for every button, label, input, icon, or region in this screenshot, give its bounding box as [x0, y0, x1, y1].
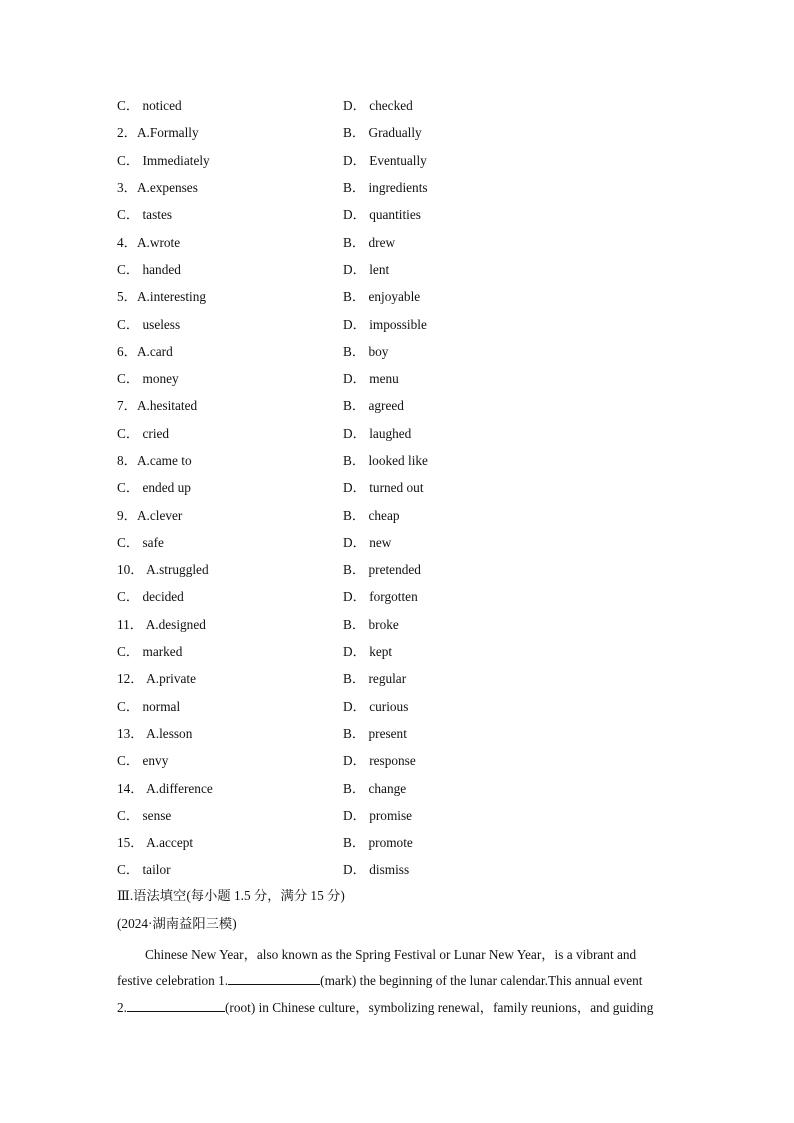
option-right: B． looked like — [343, 453, 428, 468]
option-right: B． enjoyable — [343, 289, 421, 305]
blank-1[interactable] — [228, 970, 320, 985]
passage-line-3 — [117, 995, 677, 1021]
option-row — [117, 801, 677, 828]
section-title: Ⅲ.语法填空(每小题 1.5 分，满分 15 分) — [117, 888, 345, 903]
option-right: D． quantities — [343, 207, 421, 223]
passage-line-3-text — [117, 995, 653, 1021]
option-right: D． promise — [343, 807, 413, 823]
option-left: 7．A.hesitated — [117, 398, 198, 414]
option-left: 6．A.card — [117, 343, 173, 359]
option-row — [117, 255, 677, 282]
option-right: B． ingredients — [343, 180, 428, 196]
option-row — [117, 118, 677, 145]
option-row — [117, 664, 677, 691]
option-right: D． kept — [343, 644, 393, 660]
option-right: B． pretended — [343, 562, 421, 578]
passage-line-3-start: 2. — [117, 999, 127, 1015]
option-right: D． dismiss — [343, 862, 410, 878]
option-left: 8．A.came to — [117, 453, 192, 468]
option-left: 13． A.lesson — [117, 725, 193, 741]
option-right: D． forgotten — [343, 589, 418, 605]
passage-line-2-text — [117, 968, 642, 994]
option-right: B． broke — [343, 616, 399, 632]
option-left: 14． A.difference — [117, 780, 213, 796]
option-left: C． noticed — [117, 98, 182, 114]
option-left: C． handed — [117, 261, 181, 277]
option-row — [117, 146, 677, 173]
option-row — [117, 173, 677, 200]
option-left: C． useless — [117, 316, 181, 332]
option-right: D． Eventually — [343, 152, 427, 168]
option-left: C． Immediately — [117, 152, 210, 168]
option-row — [117, 309, 677, 336]
option-right: B． promote — [343, 835, 413, 851]
option-right: D． lent — [343, 261, 390, 277]
option-left: C． money — [117, 371, 179, 387]
option-left: C． normal — [117, 698, 181, 714]
option-left: C． envy — [117, 753, 169, 769]
option-left: 12． A.private — [117, 671, 197, 687]
option-right: B． regular — [343, 671, 407, 687]
option-row — [117, 364, 677, 391]
option-row — [117, 610, 677, 637]
option-left: 5．A.interesting — [117, 289, 207, 305]
option-right: B． cheap — [343, 507, 400, 523]
option-right: D． turned out — [343, 480, 424, 496]
option-right: B． present — [343, 725, 407, 741]
option-row — [117, 582, 677, 609]
option-left: 11． A.designed — [117, 616, 206, 632]
option-row — [117, 746, 677, 773]
option-left: C． marked — [117, 644, 183, 660]
option-right: D． impossible — [343, 316, 427, 332]
option-right: B． Gradually — [343, 125, 422, 141]
option-row — [117, 528, 677, 555]
option-left: C． safe — [117, 534, 164, 550]
option-left: C． tastes — [117, 207, 173, 223]
option-row — [117, 719, 677, 746]
option-left: C． ended up — [117, 480, 191, 496]
option-row — [117, 692, 677, 719]
option-right: D． curious — [343, 698, 409, 714]
answer-options-list — [117, 91, 677, 883]
option-right: D． laughed — [343, 425, 412, 441]
option-row — [117, 855, 677, 882]
option-row — [117, 555, 677, 582]
option-row — [117, 391, 677, 418]
option-left: 4．A.wrote — [117, 234, 181, 250]
passage-line-2-start: festive celebration 1. — [117, 973, 229, 989]
option-row — [117, 419, 677, 446]
option-right: D． new — [343, 534, 392, 550]
option-row — [117, 637, 677, 664]
option-row — [117, 91, 677, 118]
option-left: C． tailor — [117, 862, 171, 878]
option-row — [117, 828, 677, 855]
option-row — [117, 446, 677, 473]
passage-line-3-end: (root) in Chinese culture，symbolizing renewal，family reunions，and guiding — [224, 999, 654, 1015]
passage-line-2-end: (mark) the beginning of the lunar calendar.This annual event — [320, 973, 643, 989]
option-left: 2．A.Formally — [117, 125, 199, 141]
option-right: D． menu — [343, 371, 399, 387]
option-left: C． sense — [117, 807, 172, 823]
option-row — [117, 227, 677, 254]
option-row — [117, 500, 677, 527]
option-right: B． change — [343, 780, 407, 796]
option-row — [117, 773, 677, 800]
blank-2[interactable] — [127, 997, 225, 1012]
option-right: B． drew — [343, 234, 396, 250]
option-left: 15． A.accept — [117, 835, 194, 851]
option-right: B． agreed — [343, 398, 404, 414]
option-left: 9．A.clever — [117, 507, 183, 523]
passage-line-1-text: Chinese New Year，also known as the Spring Festival or Lunar New Year，is a vibrant and — [145, 947, 637, 962]
option-left: C． cried — [117, 425, 170, 441]
passage-line-1 — [117, 942, 677, 968]
option-row — [117, 200, 677, 227]
question-source: (2024·湖南益阳三模) — [117, 916, 237, 931]
option-left: C． decided — [117, 589, 184, 605]
passage — [117, 942, 677, 1021]
passage-line-2 — [117, 968, 677, 994]
option-row — [117, 337, 677, 364]
option-right: B． boy — [343, 343, 389, 359]
option-right: D． checked — [343, 98, 413, 114]
option-left: 10． A.struggled — [117, 562, 209, 578]
option-right: D． response — [343, 753, 416, 769]
option-row — [117, 282, 677, 309]
option-row — [117, 473, 677, 500]
option-left: 3．A.expenses — [117, 180, 198, 196]
